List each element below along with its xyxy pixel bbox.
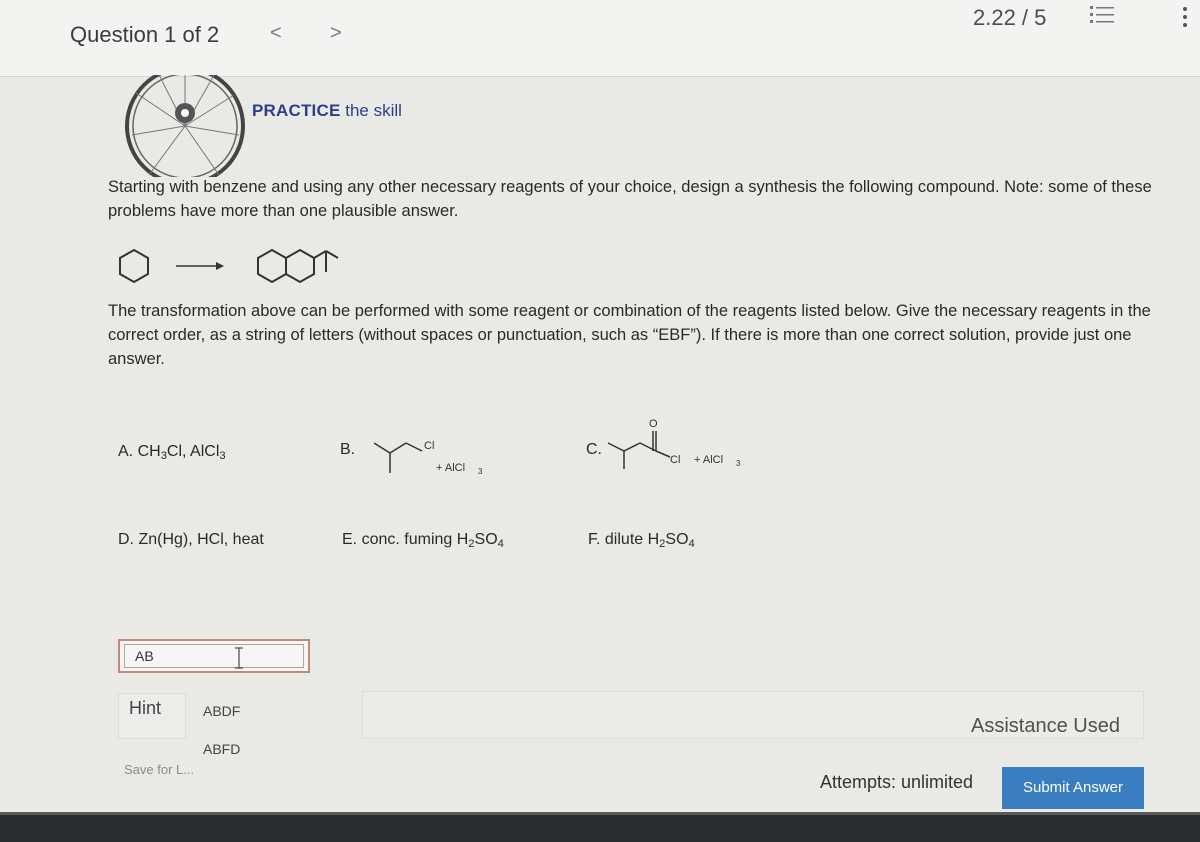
save-for-later-button[interactable]: Save for L...: [124, 762, 195, 777]
assistance-used-label: Assistance Used: [971, 715, 1120, 737]
reagent-a-sub2: 3: [219, 450, 226, 462]
answer-input[interactable]: AB: [124, 644, 304, 668]
score-display: 2.22 / 5: [973, 5, 1047, 30]
reagent-c-letter: C.: [586, 441, 602, 458]
reagent-a-letter: A.: [118, 443, 134, 460]
reagent-c-plus: + AlCl: [694, 454, 724, 466]
reagent-d-letter: D.: [118, 531, 134, 548]
reagent-c-o: O: [649, 418, 658, 430]
reagent-f-sub1: 2: [659, 538, 666, 550]
practice-label-strong: PRACTICE: [252, 101, 341, 120]
question-list-icon[interactable]: [1088, 2, 1116, 28]
practice-label: [252, 101, 402, 121]
reagent-b-plus: + AlCl: [436, 462, 466, 474]
reagent-f-text2: SO: [665, 531, 689, 548]
reagent-c: [586, 441, 602, 459]
reagent-e-sub1: 2: [468, 538, 475, 550]
question-content: [0, 77, 1200, 817]
previous-answer: ABFD: [203, 741, 241, 757]
reagent-e-text: conc. fuming H: [361, 531, 469, 548]
attempts-label: Attempts: unlimited: [820, 772, 974, 792]
reagent-e: [342, 531, 504, 550]
reagent-a-text2: Cl, AlCl: [166, 443, 220, 460]
reagent-c-structure: [604, 413, 764, 473]
practice-wheel-icon: [124, 75, 246, 177]
previous-answer: ABDF: [203, 703, 241, 719]
reagent-d: [118, 531, 264, 549]
reagent-b-sub: 3: [478, 467, 483, 476]
reagent-f: [588, 531, 695, 550]
reagent-a: [118, 443, 226, 462]
reagent-a-text: CH: [137, 443, 161, 460]
reagent-e-text2: SO: [474, 531, 498, 548]
reagent-b-cl: Cl: [424, 440, 435, 452]
problem-prompt: Starting with benzene and using any other necessary reagents of your choice, design a synthesis the following compound. Note: some of these problems have more than one plausible answer.: [108, 178, 1152, 220]
reagent-b-letter: B.: [340, 441, 356, 458]
reagent-b: [340, 441, 355, 459]
reagent-e-sub2: 4: [497, 538, 504, 550]
practice-label-rest: the skill: [340, 101, 402, 120]
text-cursor-icon: [232, 645, 246, 671]
submit-answer-button[interactable]: Submit Answer: [1002, 767, 1144, 809]
reagent-f-sub2: 4: [688, 538, 695, 550]
question-counter: Question 1 of 2: [70, 22, 220, 47]
reagent-b-structure: [362, 429, 512, 479]
previous-question-button[interactable]: <: [270, 22, 282, 44]
more-options-icon[interactable]: [1180, 4, 1190, 30]
next-question-button[interactable]: >: [330, 22, 342, 44]
answer-field-frame: [118, 639, 310, 673]
reagent-c-cl: Cl: [670, 454, 681, 466]
reagent-a-sub1: 3: [160, 450, 167, 462]
top-bar: [0, 0, 1200, 77]
problem-instructions: The transformation above can be performed with some reagent or combination of the reagents listed below. Give the necessary reagents in the correct order, as a string of letters (without spaces or punctuation, such as “EBF”). If there is more than one correct solution, provide just one answer.: [108, 302, 1151, 368]
reagent-f-letter: F.: [588, 531, 601, 548]
reagent-d-text: Zn(Hg), HCl, heat: [138, 531, 264, 548]
reaction-scheme: [112, 242, 352, 292]
bottom-bezel: [0, 815, 1200, 842]
hint-button[interactable]: Hint: [118, 693, 186, 739]
reagent-f-text: dilute H: [604, 531, 660, 548]
reagent-e-letter: E.: [342, 531, 358, 548]
reagent-c-sub: 3: [736, 459, 741, 468]
